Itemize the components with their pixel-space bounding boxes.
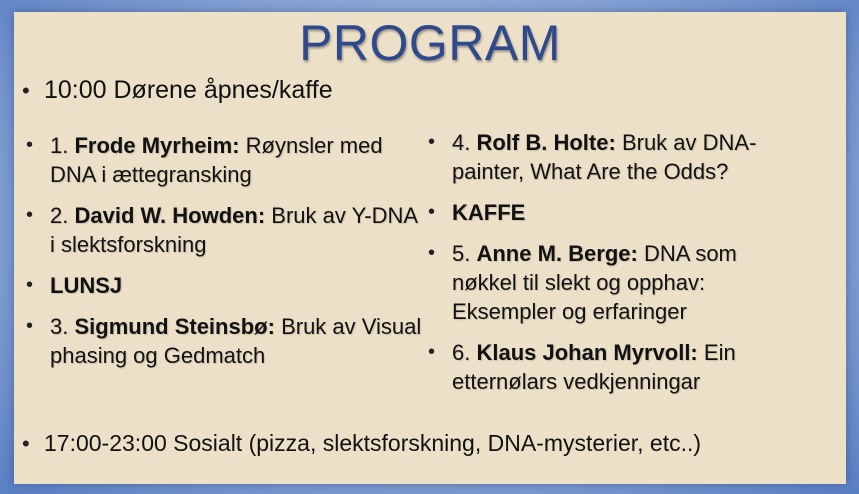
item-description: DNA som nøkkel til slekt og opphav: Eksempler og erfaringer — [452, 241, 737, 324]
list-item — [426, 128, 786, 186]
bullet-icon: • — [22, 78, 30, 103]
list-item — [426, 239, 786, 326]
bullet-icon: • — [26, 134, 34, 156]
item-description: Bruk av DNA-painter, What Are the Odds? — [452, 130, 757, 184]
list-item — [426, 198, 786, 227]
bullet-icon: • — [26, 315, 34, 337]
break-label: LUNSJ — [50, 273, 123, 298]
item-number: 1. — [50, 133, 69, 158]
closing-text: 17:00-23:00 Sosialt (pizza, slektsforskning, DNA-mysterier, etc..) — [44, 430, 702, 456]
speaker-name: Klaus Johan Myrvoll: — [476, 340, 698, 365]
bullet-icon: • — [428, 242, 436, 264]
item-number: 3. — [50, 314, 69, 339]
list-item — [24, 271, 424, 300]
opening-text: 10:00 Dørene åpnes/kaffe — [44, 76, 333, 104]
opening-line — [22, 76, 333, 105]
item-description: Røynsler med DNA i ættegransking — [50, 133, 383, 187]
item-number: 6. — [452, 340, 471, 365]
item-number: 4. — [452, 130, 471, 155]
bullet-icon: • — [428, 341, 436, 363]
left-column — [24, 131, 424, 382]
speaker-name: Frode Myrheim: — [74, 133, 240, 158]
bullet-icon: • — [22, 431, 30, 456]
speaker-name: Rolf B. Holte: — [476, 130, 616, 155]
item-description: Ein etternølars vedkjenningar — [452, 340, 736, 394]
speaker-name: Anne M. Berge: — [476, 241, 638, 266]
item-number: 2. — [50, 203, 69, 228]
list-item — [24, 131, 424, 189]
closing-line — [22, 430, 701, 457]
list-item — [426, 338, 786, 396]
bullet-icon: • — [26, 204, 34, 226]
page-title: PROGRAM — [299, 15, 561, 71]
bullet-icon: • — [428, 201, 436, 223]
list-item — [24, 312, 424, 370]
speaker-name: David W. Howden: — [74, 203, 266, 228]
break-label: KAFFE — [452, 200, 526, 225]
item-description: Bruk av Visual phasing og Gedmatch — [50, 314, 422, 368]
item-number: 5. — [452, 241, 471, 266]
bullet-icon: • — [26, 274, 34, 296]
program-slide — [14, 12, 846, 484]
item-description: Bruk av Y-DNA i slektsforskning — [50, 203, 417, 257]
speaker-name: Sigmund Steinsbø: — [74, 314, 275, 339]
list-item — [24, 201, 424, 259]
right-column — [426, 128, 786, 408]
bullet-icon: • — [428, 131, 436, 153]
